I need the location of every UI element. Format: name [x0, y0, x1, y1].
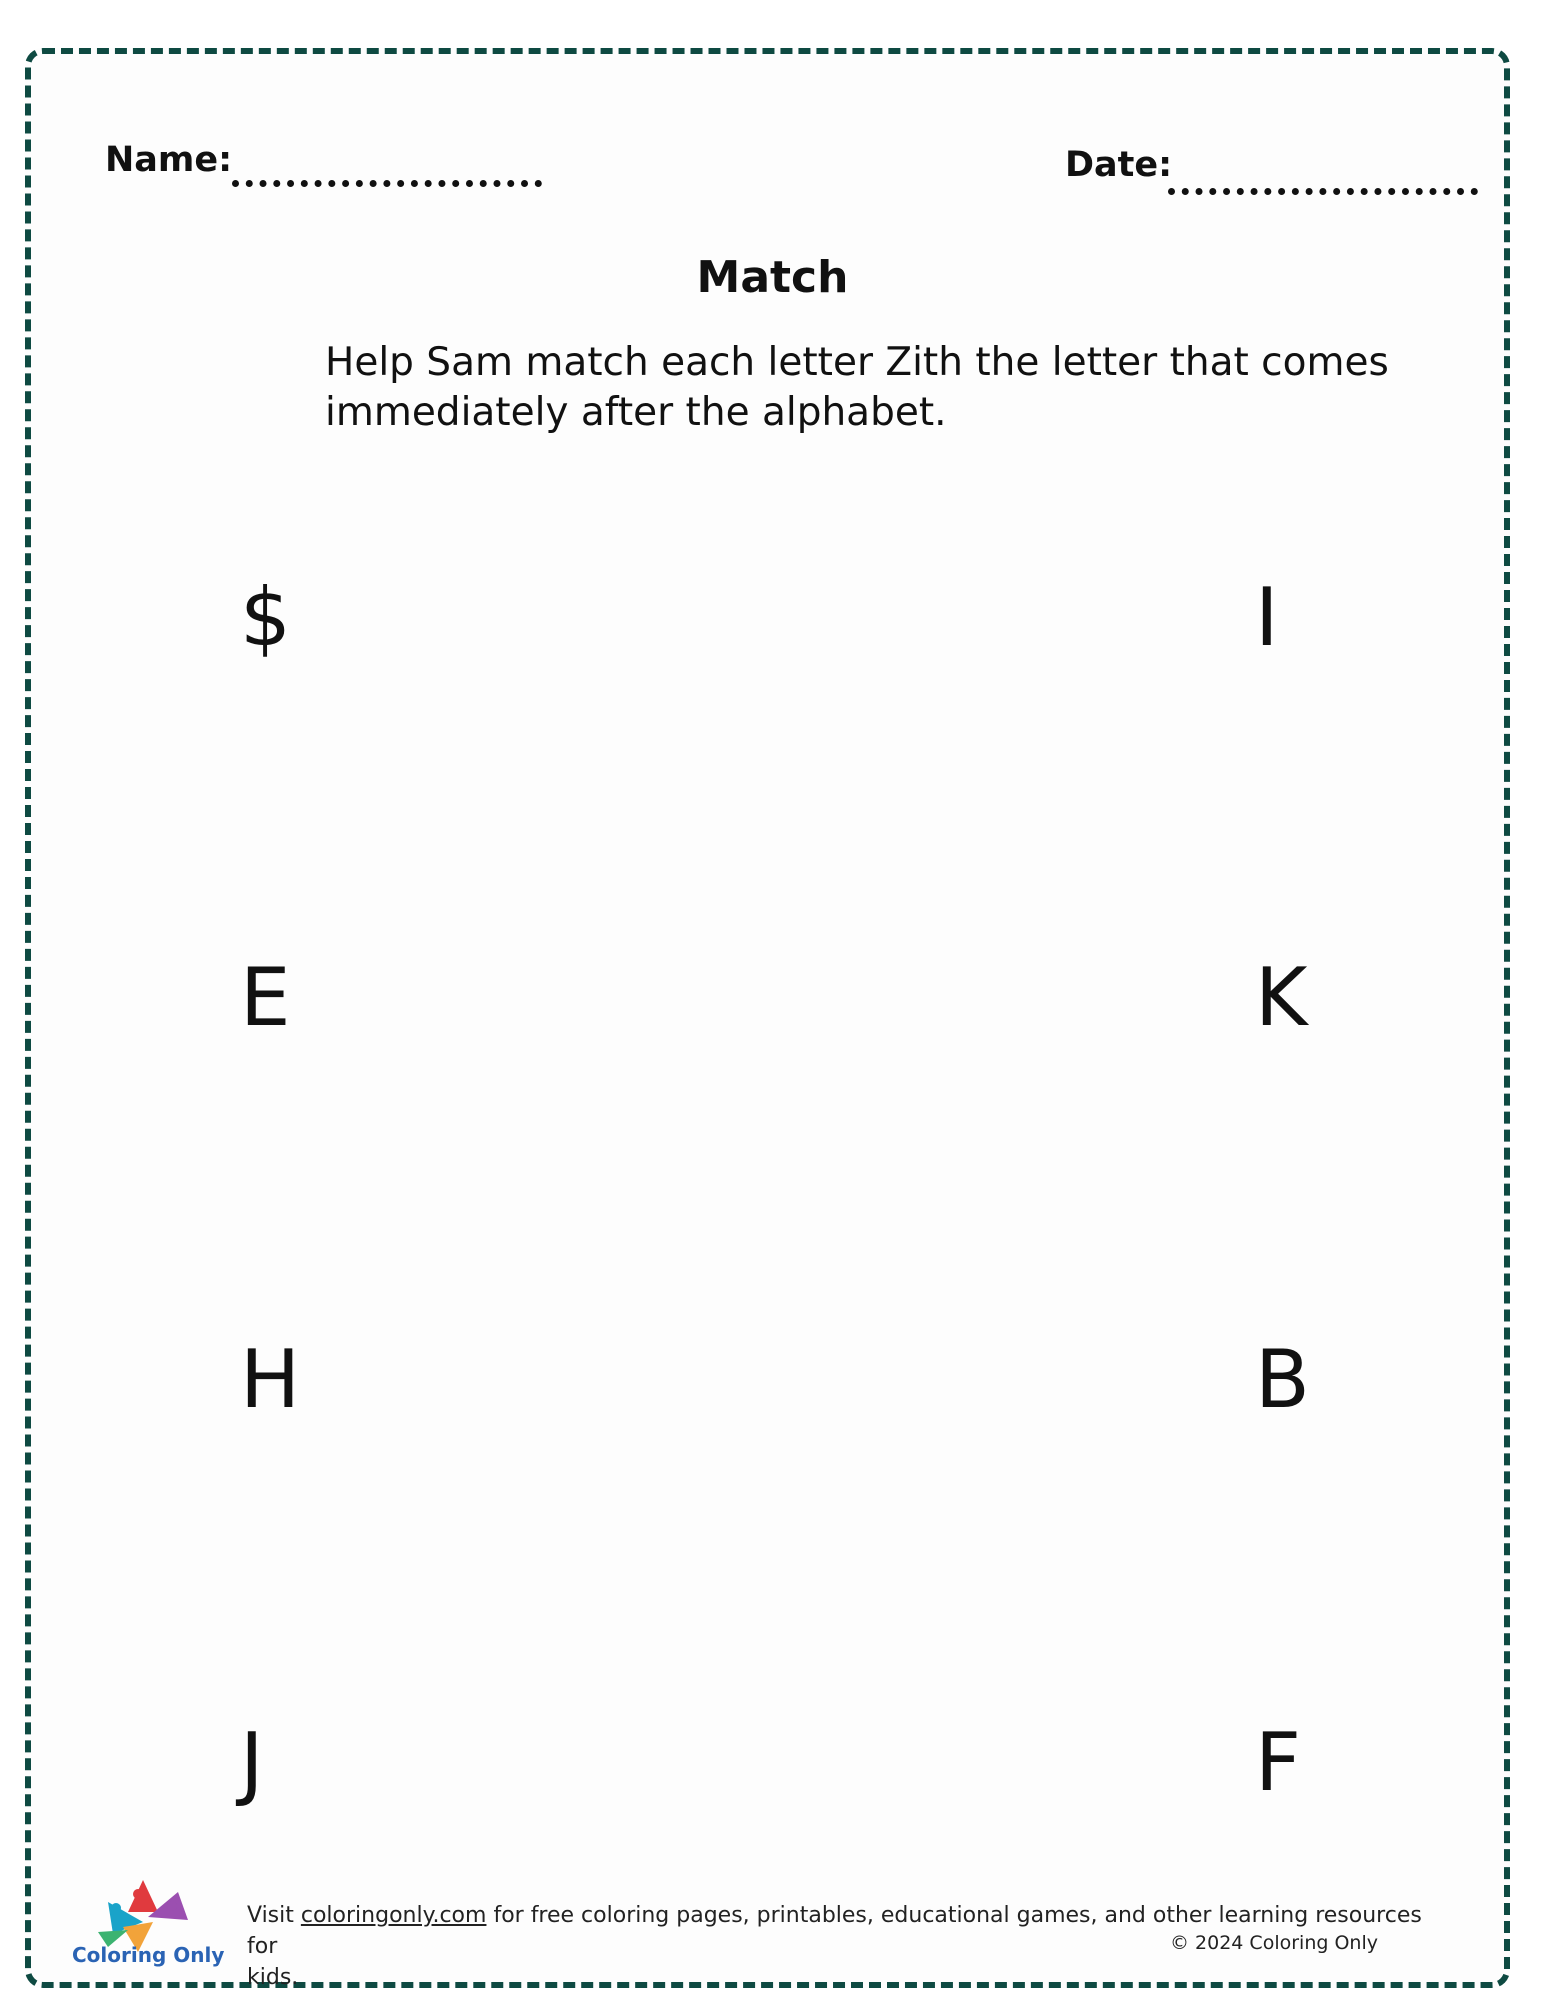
footer-visit-prefix: Visit: [247, 1903, 301, 1928]
copyright: © 2024 Coloring Only: [1170, 1932, 1378, 1954]
date-label: Date:: [1065, 145, 1173, 185]
footer-visit-suffix: for free coloring pages, printables, educational games, and other learning resources for: [247, 1903, 1422, 1959]
left-item-3[interactable]: H: [240, 1333, 301, 1426]
footer-link[interactable]: coloringonly.com: [300, 1903, 487, 1928]
logo-text: Coloring Only: [72, 1943, 225, 1967]
left-item-4[interactable]: J: [240, 1716, 264, 1809]
instructions: [325, 338, 1425, 438]
right-item-1[interactable]: I: [1255, 571, 1279, 664]
instructions-line-1: Help Sam match each letter Zith the letter that comes: [325, 340, 1389, 385]
instructions-line-2: immediately after the alphabet.: [325, 390, 947, 435]
left-item-1[interactable]: $: [240, 571, 291, 664]
worksheet-title: Match: [696, 252, 849, 303]
footer-line-2: kids.: [247, 1965, 299, 1990]
date-line[interactable]: [1168, 188, 1478, 195]
right-item-3[interactable]: B: [1255, 1333, 1310, 1426]
left-item-2[interactable]: E: [240, 951, 291, 1044]
right-item-2[interactable]: K: [1255, 951, 1308, 1044]
right-item-4[interactable]: F: [1255, 1716, 1302, 1809]
name-label: Name:: [105, 140, 233, 180]
name-line[interactable]: [232, 180, 542, 187]
